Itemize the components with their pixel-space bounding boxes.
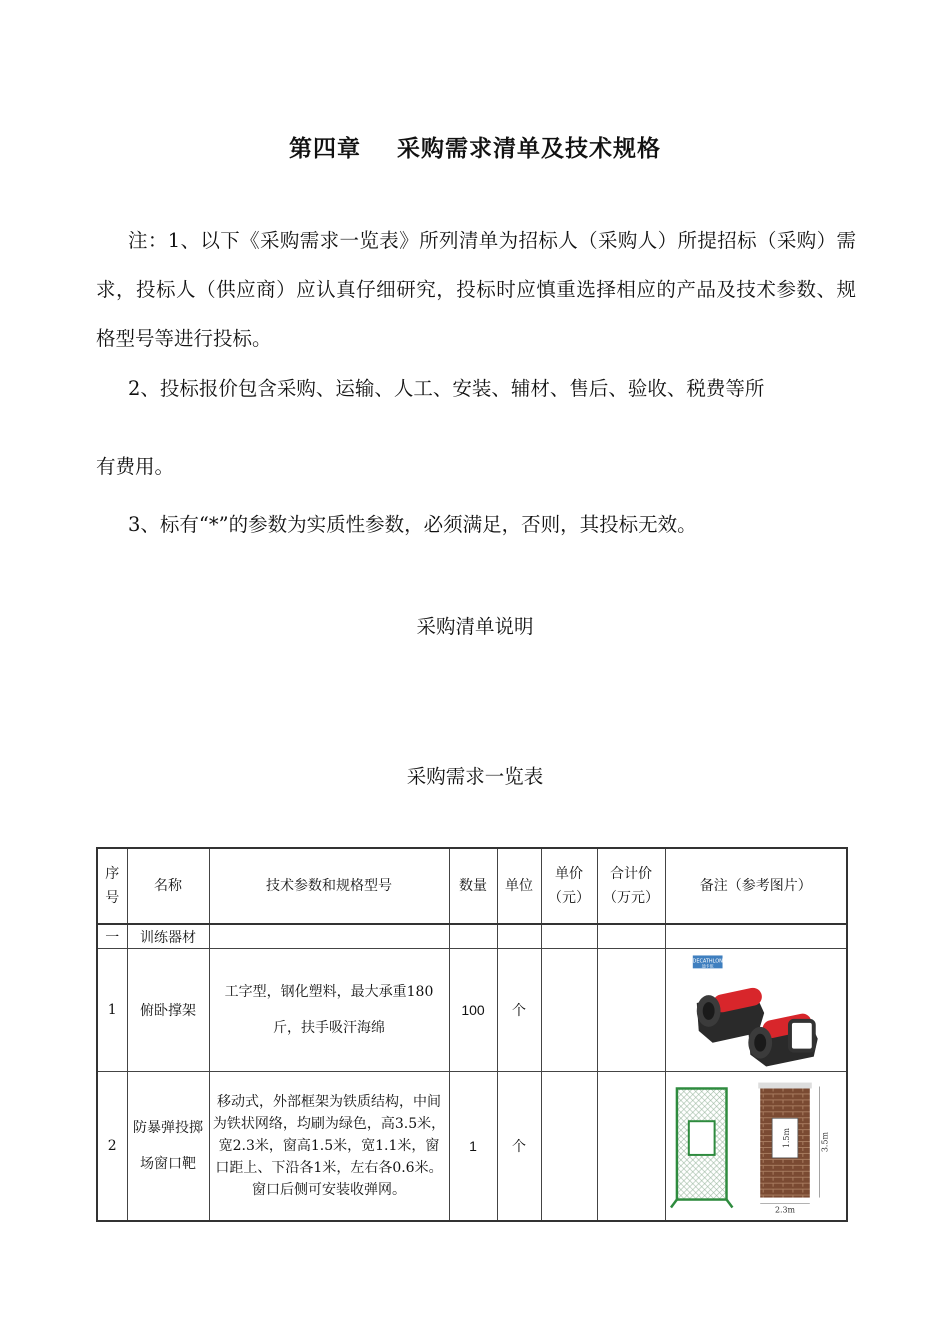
dim-width-label: 2.3m — [774, 1205, 795, 1215]
row-total — [597, 1072, 665, 1222]
chapter-number: 第四章 — [289, 136, 361, 162]
category-row — [97, 924, 847, 949]
row-unit-price — [541, 1072, 597, 1222]
row-qty: 100 — [449, 949, 497, 1072]
note-paragraph-2-continued: 有费用。 — [96, 455, 175, 478]
header-seq: 序号 — [97, 848, 127, 924]
window-target-image — [669, 1072, 844, 1220]
push-up-bars-image — [669, 949, 844, 1071]
dim-height-label: 3.5m — [820, 1131, 830, 1153]
row-remark-image — [665, 1072, 847, 1222]
row-seq: 1 — [97, 949, 127, 1072]
header-spec: 技术参数和规格型号 — [209, 848, 449, 924]
chapter-title — [0, 130, 950, 163]
header-qty: 数量 — [449, 848, 497, 924]
category-name: 训练器材 — [127, 924, 209, 949]
row-spec: 移动式，外部框架为铁质结构，中间为铁状网络，均刷为绿色，高3.5米，宽2.3米，窗高1.5米，宽1.1米，窗口距上、下沿各1米，左右各0.6米。窗口后侧可安装收弹网。 — [209, 1072, 449, 1222]
header-total: 合计价（万元） — [597, 848, 665, 924]
category-seq: 一 — [97, 924, 127, 949]
brick-wall — [758, 1083, 829, 1215]
svg-text:迪卡侬: 迪卡侬 — [701, 963, 714, 969]
dim-window-label: 1.5m — [781, 1128, 791, 1149]
table-row — [97, 949, 847, 1072]
requirements-table — [96, 847, 848, 1222]
table-header-row — [97, 848, 847, 924]
table-title: 采购需求一览表 — [406, 765, 544, 788]
row-name: 防暴弹投掷场窗口靶 — [127, 1072, 209, 1222]
row-unit: 个 — [497, 1072, 541, 1222]
header-unit-price: 单价（元） — [541, 848, 597, 924]
mesh-frame — [670, 1088, 731, 1207]
row-spec: 工字型，钢化塑料，最大承重180斤，扶手吸汗海绵 — [209, 949, 449, 1072]
section-title: 采购清单说明 — [416, 615, 534, 638]
header-name: 名称 — [127, 848, 209, 924]
header-unit: 单位 — [497, 848, 541, 924]
row-seq: 2 — [97, 1072, 127, 1222]
table-row — [97, 1072, 847, 1222]
chapter-name: 采购需求清单及技术规格 — [397, 136, 661, 162]
row-name: 俯卧撑架 — [127, 949, 209, 1072]
note-paragraph-3: 3、标有“*”的参数为实质性参数，必须满足，否则，其投标无效。 — [128, 513, 697, 536]
row-remark-image — [665, 949, 847, 1072]
note-paragraph-2: 2、投标报价包含采购、运输、人工、安装、辅材、售后、验收、税费等所 — [128, 377, 765, 400]
header-remark: 备注（参考图片） — [665, 848, 847, 924]
row-unit: 个 — [497, 949, 541, 1072]
brand-logo-text: DECATHLON — [692, 958, 723, 965]
row-qty: 1 — [449, 1072, 497, 1222]
row-total — [597, 949, 665, 1072]
row-unit-price — [541, 949, 597, 1072]
note-paragraph-1: 注：1、以下《采购需求一览表》所列清单为招标人（采购人）所提招标（采购）需求，投标人（供应商）应认真仔细研究，投标时应慎重选择相应的产品及技术参数、规格型号等进行投标。 — [96, 229, 856, 350]
